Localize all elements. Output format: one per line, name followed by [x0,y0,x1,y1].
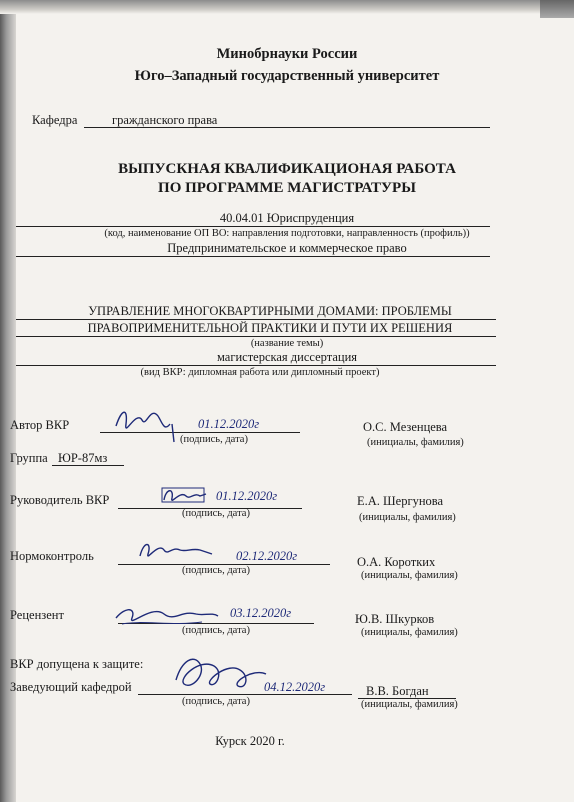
supervisor-signature-hint: (подпись, дата) [182,508,250,519]
work-title-line2: ПО ПРОГРАММЕ МАГИСТРАТУРЫ [158,180,416,196]
program-code: 40.04.01 Юриспруденция [219,211,355,225]
topic-hint: (название темы) [250,338,324,349]
scan-corner [540,0,574,18]
university-heading: Юго–Западный государственный университет [134,68,440,84]
normcontrol-date: 02.12.2020г [236,549,298,563]
department-label: Кафедра [32,113,78,127]
program-profile-underline [16,256,490,257]
reviewer-label: Рецензент [10,608,64,622]
head-date: 04.12.2020г [264,680,326,694]
head-label: Заведующий кафедрой [10,680,132,694]
author-label: Автор ВКР [10,418,70,432]
reviewer-signature-hint: (подпись, дата) [182,625,250,636]
author-name-hint: (инициалы, фамилия) [367,437,464,448]
supervisor-date: 01.12.2020г [216,489,278,503]
topic-line2-underline [16,336,496,337]
author-name: О.С. Мезенцева [363,420,448,434]
work-title-line1: ВЫПУСКНАЯ КВАЛИФИКАЦИОНАЯ РАБОТА [118,161,456,177]
program-code-hint: (код, наименование ОП ВО: направления подготовки, направленность (профиль)) [104,228,470,239]
reviewer-date: 03.12.2020г [230,606,292,620]
department-value: гражданского права [112,113,218,127]
group-label: Группа [10,451,48,465]
ministry-heading: Минобрнауки России [216,46,358,62]
group-value: ЮР-87мз [58,451,108,465]
head-name: В.В. Богдан [366,684,429,698]
topic-line1-underline [16,319,496,320]
program-profile: Предпринимательское и коммерческое право [167,241,407,255]
admitted-label: ВКР допущена к защите: [10,657,144,671]
normcontrol-name: О.А. Коротких [357,555,436,569]
supervisor-label: Руководитель ВКР [10,493,110,507]
head-signature-hint: (подпись, дата) [182,696,250,707]
work-type-hint: (вид ВКР: дипломная работа или дипломный проект) [140,367,380,378]
normcontrol-name-hint: (инициалы, фамилия) [361,570,458,581]
author-date: 01.12.2020г [198,417,260,431]
topic-line2: ПРАВОПРИМЕНИТЕЛЬНОЙ ПРАКТИКИ И ПУТИ ИХ РЕШЕНИЯ [87,321,453,335]
program-code-underline [16,226,490,227]
reviewer-name-hint: (инициалы, фамилия) [361,627,458,638]
topic-line1: УПРАВЛЕНИЕ МНОГОКВАРТИРНЫМИ ДОМАМИ: ПРОБЛЕМЫ [88,304,452,318]
work-type-underline [16,365,496,366]
supervisor-name: Е.А. Шергунова [357,494,444,508]
normcontrol-signature-hint: (подпись, дата) [182,565,250,576]
head-name-hint: (инициалы, фамилия) [361,699,458,710]
author-signature-hint: (подпись, дата) [180,434,248,445]
reviewer-name: Ю.В. Шкурков [355,612,435,626]
work-type: магистерская диссертация [216,350,358,364]
scan-edge-top [0,0,574,14]
normcontrol-label: Нормоконтроль [10,549,94,563]
supervisor-name-hint: (инициалы, фамилия) [359,512,456,523]
city-year: Курск 2020 г. [215,734,285,748]
